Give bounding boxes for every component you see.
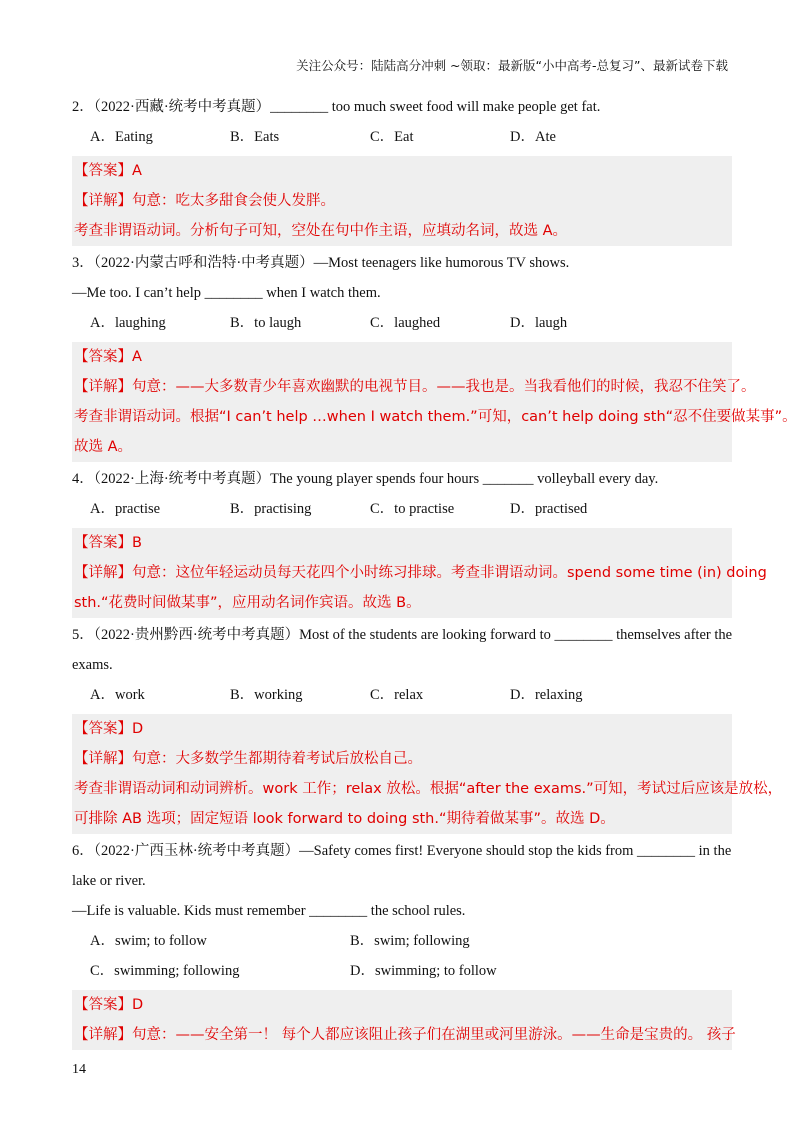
- explanation-line: 考查非谓语动词。根据“I can’t help …when I watch them.”可知，can’t help doing sth“忍不住要做某事”。: [74, 409, 797, 425]
- options: [72, 956, 732, 986]
- answer-label: 【答案】A: [74, 163, 142, 179]
- option-d: D．laugh: [510, 315, 568, 331]
- question-stem: 6．（2022·广西玉林·统考中考真题）—Safety comes first! Everyone should stop the kids from ________ in the: [72, 843, 732, 859]
- question-stem: exams.: [72, 657, 113, 673]
- option-a: A．practise: [90, 501, 161, 517]
- options: [72, 680, 732, 710]
- question-2: [72, 92, 732, 246]
- explanation-line: 考查非谓语动词。分析句子可知，空处在句中作主语，应填动名词，故选 A。: [74, 223, 568, 239]
- option-d: D．swimming; to follow: [350, 963, 497, 979]
- answer-label: 【答案】D: [74, 721, 144, 737]
- option-c: C．relax: [370, 687, 424, 703]
- options: [72, 494, 732, 524]
- question-6: [72, 836, 736, 1050]
- question-list: [72, 92, 797, 1052]
- answer-box: [72, 342, 797, 462]
- question-stem: 5．（2022·贵州黔西·统考中考真题）Most of the students are looking forward to ________ themselves after the: [72, 627, 733, 643]
- option-b: B．practising: [230, 501, 312, 517]
- option-d: D．Ate: [510, 129, 556, 145]
- explanation-line: 故选 A。: [74, 439, 133, 455]
- question-stem: —Me too. I can’t help ________ when I watch them.: [72, 285, 381, 301]
- answer-box: [72, 528, 767, 618]
- options: [72, 926, 732, 956]
- option-d: D．relaxing: [510, 687, 583, 703]
- answer-label: 【答案】A: [74, 349, 142, 365]
- question-stem: 2．（2022·西藏·统考中考真题）________ too much sweet food will make people get fat.: [72, 99, 601, 115]
- option-c: C．to practise: [370, 501, 455, 517]
- question-stem: lake or river.: [72, 873, 146, 889]
- option-b: B．Eats: [230, 129, 280, 145]
- explanation-line: 【详解】句意：——安全第一！ 每个人都应该阻止孩子们在湖里或河里游泳。——生命是宝贵的。 孩子: [74, 1027, 736, 1043]
- option-a: A．swim; to follow: [90, 933, 207, 949]
- option-d: D．practised: [510, 501, 588, 517]
- options: [72, 308, 732, 338]
- options: [72, 122, 732, 152]
- question-stem: 4．（2022·上海·统考中考真题）The young player spends four hours _______ volleyball every day.: [72, 471, 659, 487]
- option-b: B．working: [230, 687, 303, 703]
- option-a: A．work: [90, 687, 145, 703]
- option-c: C．laughed: [370, 315, 441, 331]
- explanation-line: 【详解】句意：——大多数青少年喜欢幽默的电视节目。——我也是。当我看他们的时候，我忍不住笑了。: [74, 379, 756, 395]
- question-stem: 3．（2022·内蒙古呼和浩特·中考真题）—Most teenagers like humorous TV shows.: [72, 255, 570, 271]
- answer-label: 【答案】B: [74, 535, 142, 551]
- question-5: [72, 620, 783, 834]
- answer-label: 【答案】D: [74, 997, 144, 1013]
- question-3: [72, 248, 797, 462]
- question-stem: —Life is valuable. Kids must remember ________ the school rules.: [72, 903, 466, 919]
- explanation-line: sth.“花费时间做某事”，应用动名词作宾语。故选 B。: [74, 595, 421, 611]
- answer-box: [72, 714, 783, 834]
- option-a: A．Eating: [90, 129, 153, 145]
- page-number: 14: [72, 1062, 86, 1077]
- option-a: A．laughing: [90, 315, 166, 331]
- explanation-line: 【详解】句意：大多数学生都期待着考试后放松自己。: [74, 751, 422, 767]
- option-c: C．Eat: [370, 129, 414, 145]
- explanation-line: 【详解】句意：这位年轻运动员每天花四个小时练习排球。考查非谓语动词。spend some time (in) doing: [74, 565, 767, 581]
- answer-box: [72, 990, 736, 1050]
- option-b: B．swim; following: [350, 933, 470, 949]
- explanation-line: 【详解】句意：吃太多甜食会使人发胖。: [74, 193, 335, 209]
- option-c: C．swimming; following: [90, 963, 240, 979]
- question-4: [72, 464, 767, 618]
- explanation-line: 考查非谓语动词和动词辨析。work 工作；relax 放松。根据“after the exams.”可知，考试过后应该是放松，: [74, 781, 783, 797]
- option-b: B．to laugh: [230, 315, 302, 331]
- page-header: 关注公众号：陆陆高分冲刺 ~领取：最新版“小中高考-总复习”、最新试卷下载: [296, 58, 728, 73]
- explanation-line: 可排除 AB 选项；固定短语 look forward to doing sth.“期待着做某事”。故选 D。: [74, 811, 615, 827]
- answer-box: [72, 156, 732, 246]
